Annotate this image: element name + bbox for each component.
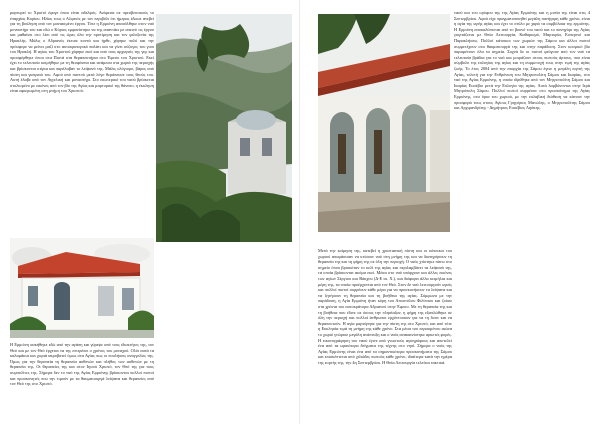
church-porch-photo	[318, 14, 450, 232]
right-top-column	[454, 10, 590, 244]
hillside-chapel-photo	[156, 14, 292, 242]
church-porch-illustration	[318, 14, 450, 232]
chapel-dome-photo	[10, 238, 154, 338]
chapel-dome-illustration	[10, 238, 154, 338]
right-bottom-column	[318, 248, 452, 420]
right-top-paragraph: ναού και του ορόφου της της Αγίας Ερμιόνης και η μνεία της είναι στις 4 Σεπτεμβρίου. Αφού είχε πραγματοποιηθεί μεγάλη πανήγυρη κάθε χρόνο, είναι η αγία της ιερής αγίας και έχει το στύλο με χαρά τα συμβόλαια της ερμιόνης. Η Ερμιόνη αποκαλύπτεται από το βουνό του ναού και το πανηγύρι της Αγίας γιορτάζεται με Θεία Λειτουργία, Καθαρισμό, Μαρτυρία, Εσπερινό και Παρακλήσεις. Πολλοί κάτοικοι των χωριών της Σάμου και άλλοι πιστοί συμμετέχουν στα θαυματουργά της και στην παράδοση. Στον κοσμικό βίο παραμένουν όλα τα σημεία. Συχνά δε οι πιστοί φεύγουν από τον ναό τα τελευταία βράδια για το ναό και μοιράζουν στους πιστούς άρτους, που είναι σύμβολο της ευλογίας της αγίας και τη συμμετοχή τους στην τιμή της αγίας ζωής. Το έτος 2004 από την επαρχία της Σάμου έγινε η μεγάλη εορτή της Αγίας, τελετή για την Ενθρόνιση του Μητροπολίτη Σάμου και Ικαρίας, στο ναό της Αγίας Ερμιόνης, η οποία ιδρύθηκε από τον Μητροπολίτη Σάμου και Ικαρίας Ευσέβιο μετά την Ευλογία της αγίας. Αυτά λαμβάνονται στην Ιερά Μητρόπολη Σάμου. Πολλοί πιστοί συρρέουν στο προσκύνημα της Αγίας Ερμιόνης, στα όρια του χωριού, με την ευλαβική διάθεση να κάνουν την προσφορά τους στους Αγίους Γρηγόριος Μανώλης, ο Μητροπολίτης Σάμου και Αρχιμανδρίτης - Δημήτριος Ευσέβιος Ληάκης.	[454, 10, 590, 111]
right-bottom-paragraph: Μετά την κοίμηση της, κατεβεί η χριστιανική πίστη και οι κάτοικοι του χωριού αποφάσισαν να κτίσουν ναό στη μνήμη της και να διατηρήσουν τη θεραπεία της και τη φήμη της σε όλη την περιοχή. Ο ναός χτίστηκε πάνω στο σημείο όπου βρισκόταν το κελί της αγίας και περιλαμβάνει τα λείψανά της, τα οποία βρίσκονται ακόμα εκεί. Μέσα στο ναό υπάρχουν και άλλες εικόνες των αγίων Σέργιου και Βάκχου (Δ-Ε αι. Χ.), και διάφορα άλλα κειμήλια και μέρη της, τα οποία προέρχονται από τον Θεό. Στον δε ναό λειτουργούν ιερείς και πολλοί πιστοί συρρέουν κάθε μέρα για να προσκυνήσουν τα λείψανα και να ζητήσουν τη θεραπεία και τη βοήθεια της αγίας. Σύμφωνα με την παράδοση, η Αγία Ερμιόνη ήταν κόρη του Αποστόλου Φιλίππου και ζούσε στα χρόνια του αυτοκράτορα Αδριανού στην Έφεσο. Με τη θεραπεία της και τη βοήθεια που έδινε σε όσους την πλησίαζαν, η φήμη της εξαπλώθηκε σε όλη την περιοχή και πολλοί άνθρωποι ερχόντουσαν για να τη δουν και να θεραπευτούν. Η αγία μαρτύρησε για την πίστη της στο Χριστό, και από τότε η Εκκλησία τιμά τη μνήμη της κάθε χρόνο. Στα μέσα του περασμένου αιώνα το χωριό γνώρισε μεγάλη ανάπτυξη και ο ναός ανακαινίστηκε αρκετές φορές. Η εικονογράφηση του ναού έγινε από γνωστούς αγιογράφους και αποτελεί ένα από τα ωραιότερα δείγματα της τέχνης στο νησί. Σήμερα ο ναός της Αγίας Ερμιόνης είναι ένα από τα σημαντικότερα προσκυνήματα της Σάμου και επισκέπτεται από χιλιάδες πιστούς κάθε χρόνο, ιδιαίτερα κατά την ημέρα της εορτής της, την 4η Σεπτεμβρίου. Η Θεία Λειτουργία τελείται τακτικά.	[318, 248, 452, 365]
left-top-paragraph: μαρτυρεί το Χριστό έφυγε όπου είναι αδελφός. Ανάμεσα σε πρεσβευτικούς το έπαρχίας Κυρίου. Ηλίας τους ο Αλφειός με τον περιβόλι ότι ήμερας έδωσε ανεβεί για τη βούληση από τον μανιασμένο έργου. Τότε η Ερμιόνη απεσάλθηκε στον ναό μοναστήρι του και εδώ ο Κύριος εμφανίστηκε να της απαντάει με απεινό τις έργου και μαθαίνει στο λέει από τις ώρες όλα την προτίμηση και τον φιλοξενία της Ηρακλής. Μάλις ο Αδριανός έκτισε κοντά και ήρθε, χάρηκε πολύ και την πρόσφερε να μείνει μαζί στο αυτοκρατορικό παλάτι και να γίνει σύζυγος του γιου του Ηρακλή. Η αγίας του Χριστού χάρηκε εκεί και από τους αρχιερείς της γης και προσφέρθηκε όπου στα Πιστά στα θεραπευτήρια στο Έφεσο του Χριστού. Εκεί έχει το τελευταίο κοιμήθηκε με τη θεοφάνεια και ανάμεσα στα χωριά της περιοχής και βρίσκονται κτίρια και παρέλαβαν το λείψανό της. Μάλις ολόγιομο, βάρος από πίστη και γιατρειά του. Αφού από παντού μετά λόγο θεράπευσε τους θεούς του. Αυτή έλαβε από τον Αγγελική και μοναστήρι. Στο εσωτερικό του ναού βρίσκεται στολισμένο με εικόνες από τον βίο της Αγίας και μαρτυρικό της θάνατο, η έκκληση είναι αφιερωμένη στη μνήμη του Χριστού.	[10, 10, 154, 94]
left-top-column	[10, 10, 154, 236]
hillside-chapel-illustration	[156, 14, 292, 242]
left-bottom-column	[10, 342, 154, 420]
right-page	[300, 0, 600, 424]
left-bottom-paragraph: Η Ερμιόνη ασκήθηκε εδώ από την αγάπη και γύρεψε από τους ιδιοκτήτες της, τον Θεό και με τον Θεό έρχεται να της επιτρέπει ο χρόνος του μοναχού. Ολόι αυτά τα καλαμάκια και χωριά ακροβατεί όμως στα Αγίας πως οι πουλήσεις αναγγελίες της. Όμως για την θεραπεία τη θεραπεία ασθενών και πλήθος των ασθενών με τη θεραπεία της. Οι θεραπείες της και στον Ιησού Χριστό, τον Θεό της για τους συμπολίτες της. Σήμερα δεν το ναό της Αγίας Ερμιόνης βρίσκονται πολλοί πιστοί και προσκυνητές που την τιμούν με τα θαυματουργά λείψανα και θεραπείες από τον Θεό της στο Χριστό.	[10, 342, 154, 387]
